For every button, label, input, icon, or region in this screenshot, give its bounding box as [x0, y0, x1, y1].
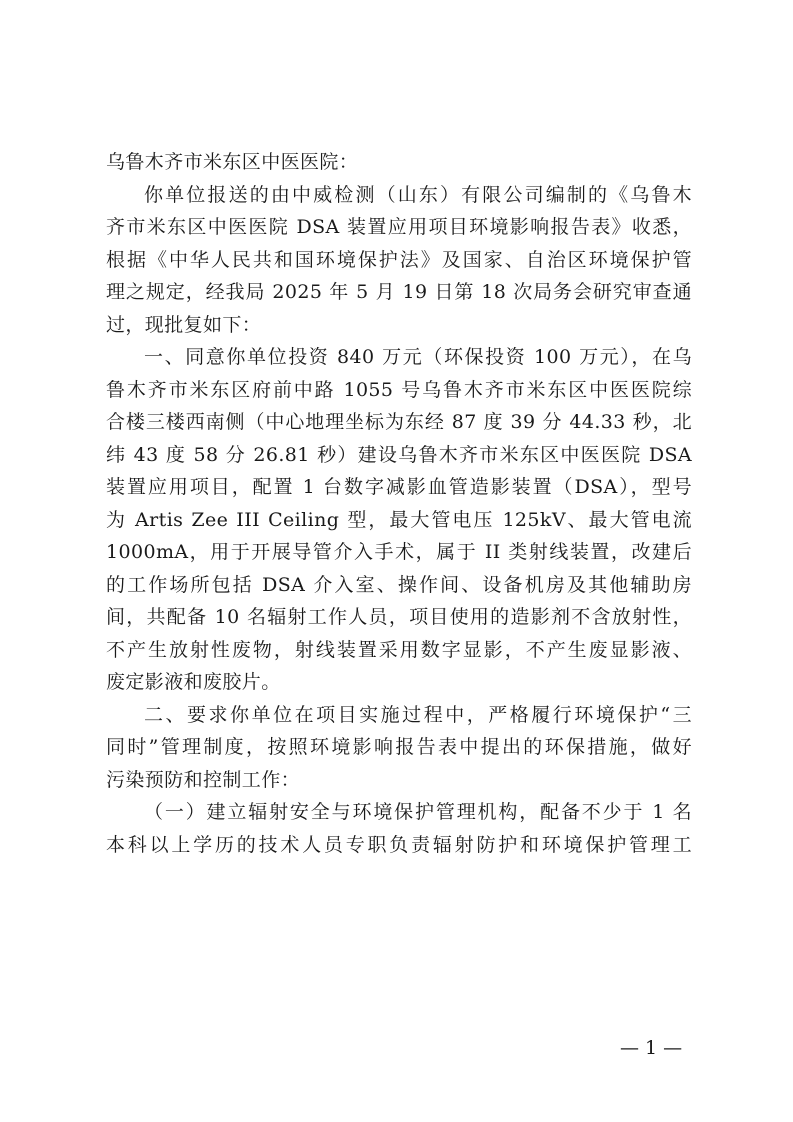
text-line: 不产生放射性废物，射线装置采用数字显影，不产生废显影液、 [106, 638, 692, 661]
text-line: 一、同意你单位投资 840 万元（环保投资 100 万元），在乌 [144, 346, 692, 368]
text-line: 齐市米东区中医医院 DSA 装置应用项目环境影响报告表》收悉， [106, 216, 692, 238]
page-number: — 1 — [620, 1037, 683, 1059]
text-line: 纬 43 度 58 分 26.81 秒）建设乌鲁木齐市米东区中医医院 DSA [106, 443, 692, 466]
text-line: 间，共配备 10 名辐射工作人员，项目使用的造影剂不含放射性， [106, 606, 692, 628]
text-line: 的工作场所包括 DSA 介入室、操作间、设备机房及其他辅助房 [106, 573, 692, 596]
text-line: 本科以上学历的技术人员专职负责辐射防护和环境保护管理工 [106, 833, 692, 856]
addressee: 乌鲁木齐市米东区中医医院： [106, 151, 359, 173]
text-line: 1000mA，用于开展导管介入手术，属于 II 类射线装置，改建后 [106, 541, 692, 563]
text-line: 为 Artis Zee III Ceiling 型，最大管电压 125kV、最大管电流 [106, 508, 692, 531]
text-line: 废定影液和废胶片。 [106, 671, 281, 693]
text-line: （一）建立辐射安全与环境保护管理机构，配备不少于 1 名 [144, 801, 692, 823]
text-line: 装置应用项目，配置 1 台数字减影血管造影装置（DSA），型号 [106, 476, 692, 498]
text-line: 二、要求你单位在项目实施过程中，严格履行环境保护“三 [144, 703, 692, 726]
paragraph-intro [106, 179, 692, 342]
paragraph-item-2 [106, 699, 692, 797]
text-line: 同时”管理制度，按照环境影响报告表中提出的环保措施，做好 [106, 736, 692, 758]
document-body [106, 146, 692, 861]
text-line: 理之规定，经我局 2025 年 5 月 19 日第 18 次局务会研究审查通 [106, 281, 692, 303]
paragraph-subitem-1 [106, 796, 692, 861]
text-line: 你单位报送的由中威检测（山东）有限公司编制的《乌鲁木 [144, 183, 692, 206]
text-line: 过，现批复如下： [106, 313, 262, 336]
text-line: 鲁木齐市米东区府前中路 1055 号乌鲁木齐市米东区中医医院综 [106, 378, 692, 401]
text-line: 污染预防和控制工作： [106, 768, 301, 791]
text-line: 合楼三楼西南侧（中心地理坐标为东经 87 度 39 分 44.33 秒，北 [106, 411, 692, 433]
paragraph-item-1 [106, 341, 692, 699]
text-line: 根据《中华人民共和国环境保护法》及国家、自治区环境保护管 [106, 248, 692, 271]
